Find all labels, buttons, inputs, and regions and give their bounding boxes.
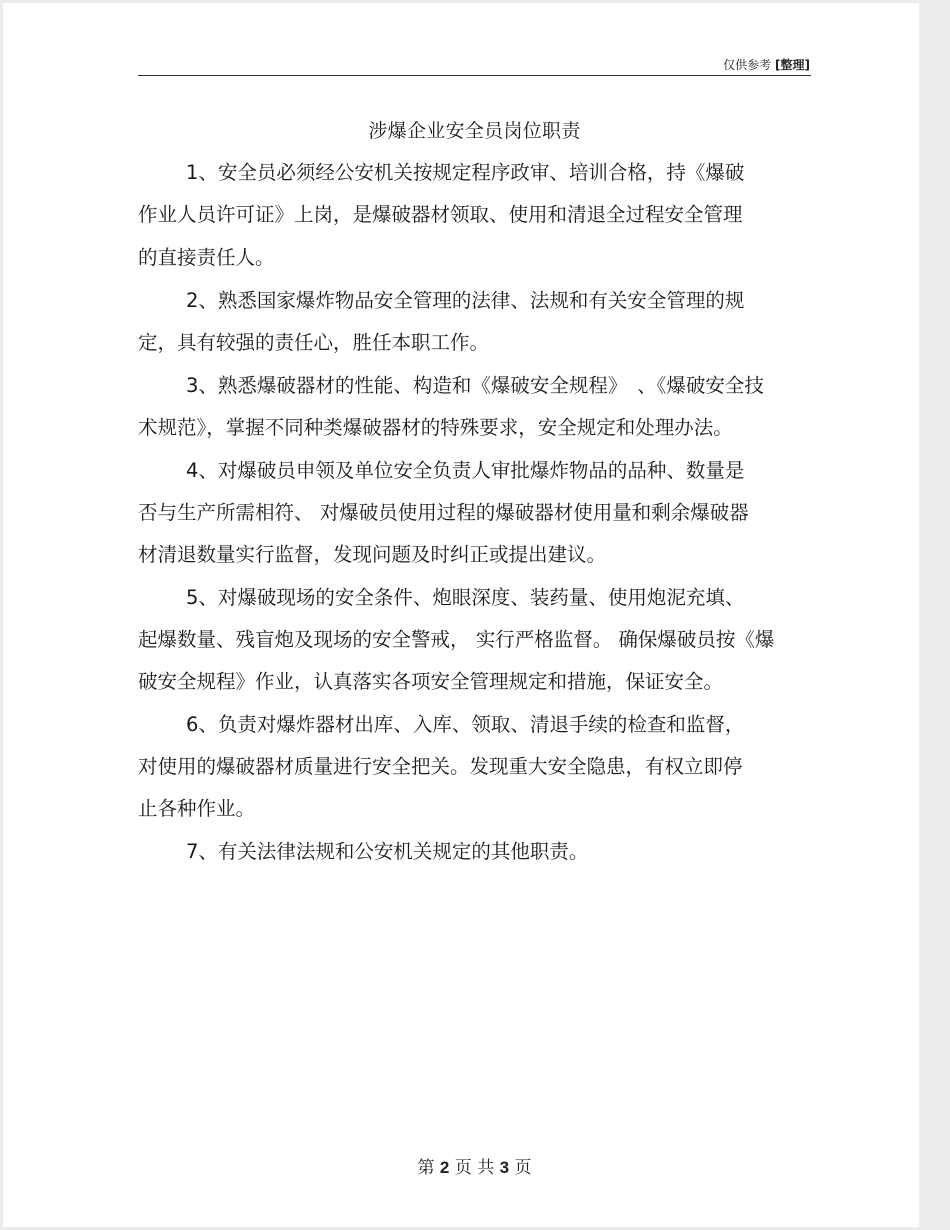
current-page-number: 2 xyxy=(439,1158,450,1177)
paragraph-line: 2、熟悉国家爆炸物品安全管理的法律、法规和有关安全管理的规 xyxy=(186,289,745,312)
header-divider xyxy=(138,75,811,76)
header-note xyxy=(600,56,810,73)
paragraph-line: 对使用的爆破器材质量进行安全把关。发现重大安全隐患，有权立即停 xyxy=(138,755,743,778)
paragraph-line: 5、对爆破现场的安全条件、炮眼深度、装药量、使用炮泥充填、 xyxy=(186,586,745,609)
paragraph-line: 6、负责对爆炸器材出库、入库、领取、清退手续的检查和监督， xyxy=(186,713,745,736)
paragraph-line: 3、熟悉爆破器材的性能、构造和《爆破安全规程》 、《爆破安全技 xyxy=(186,374,764,397)
paragraph-line: 止各种作业。 xyxy=(138,797,256,820)
paragraph-line: 术规范》，掌握不同种类爆破器材的特殊要求，安全规定和处理办法。 xyxy=(138,416,733,439)
footer-suffix: 页 xyxy=(514,1158,532,1178)
paragraph-line: 4、对爆破员申领及单位安全负责人审批爆炸物品的品种、数量是 xyxy=(186,459,745,482)
paragraph-line: 破安全规程》作业，认真落实各项安全管理规定和措施，保证安全。 xyxy=(138,670,724,693)
footer-prefix: 第 xyxy=(417,1158,435,1178)
footer-middle: 页 共 xyxy=(454,1158,495,1178)
paragraph-line: 的直接责任人。 xyxy=(138,246,275,269)
header-tag: [整理] xyxy=(775,58,810,72)
page-footer xyxy=(138,1153,811,1178)
paragraph-line: 定，具有较强的责任心，胜任本职工作。 xyxy=(138,331,490,354)
header-note-text: 仅供参考 xyxy=(723,58,772,72)
document-page xyxy=(3,3,919,1227)
paragraph-line: 1、安全员必须经公安机关按规定程序政审、培训合格，持《爆破 xyxy=(186,161,745,184)
paragraph-line: 作业人员许可证》上岗，是爆破器材领取、使用和清退全过程安全管理 xyxy=(138,203,743,226)
paragraph-line: 材清退数量实行监督，发现问题及时纠正或提出建议。 xyxy=(138,543,607,566)
total-page-count: 3 xyxy=(499,1158,510,1177)
paragraph-line: 7、有关法律法规和公安机关规定的其他职责。 xyxy=(186,840,589,863)
paragraph-line: 起爆数量、残盲炮及现场的安全警戒， 实行严格监督。 确保爆破员按《爆 xyxy=(138,628,775,651)
paragraph-line: 否与生产所需相符、 对爆破员使用过程的爆破器材使用量和剩余爆破器 xyxy=(138,501,749,524)
document-title: 涉爆企业安全员岗位职责 xyxy=(368,120,581,142)
